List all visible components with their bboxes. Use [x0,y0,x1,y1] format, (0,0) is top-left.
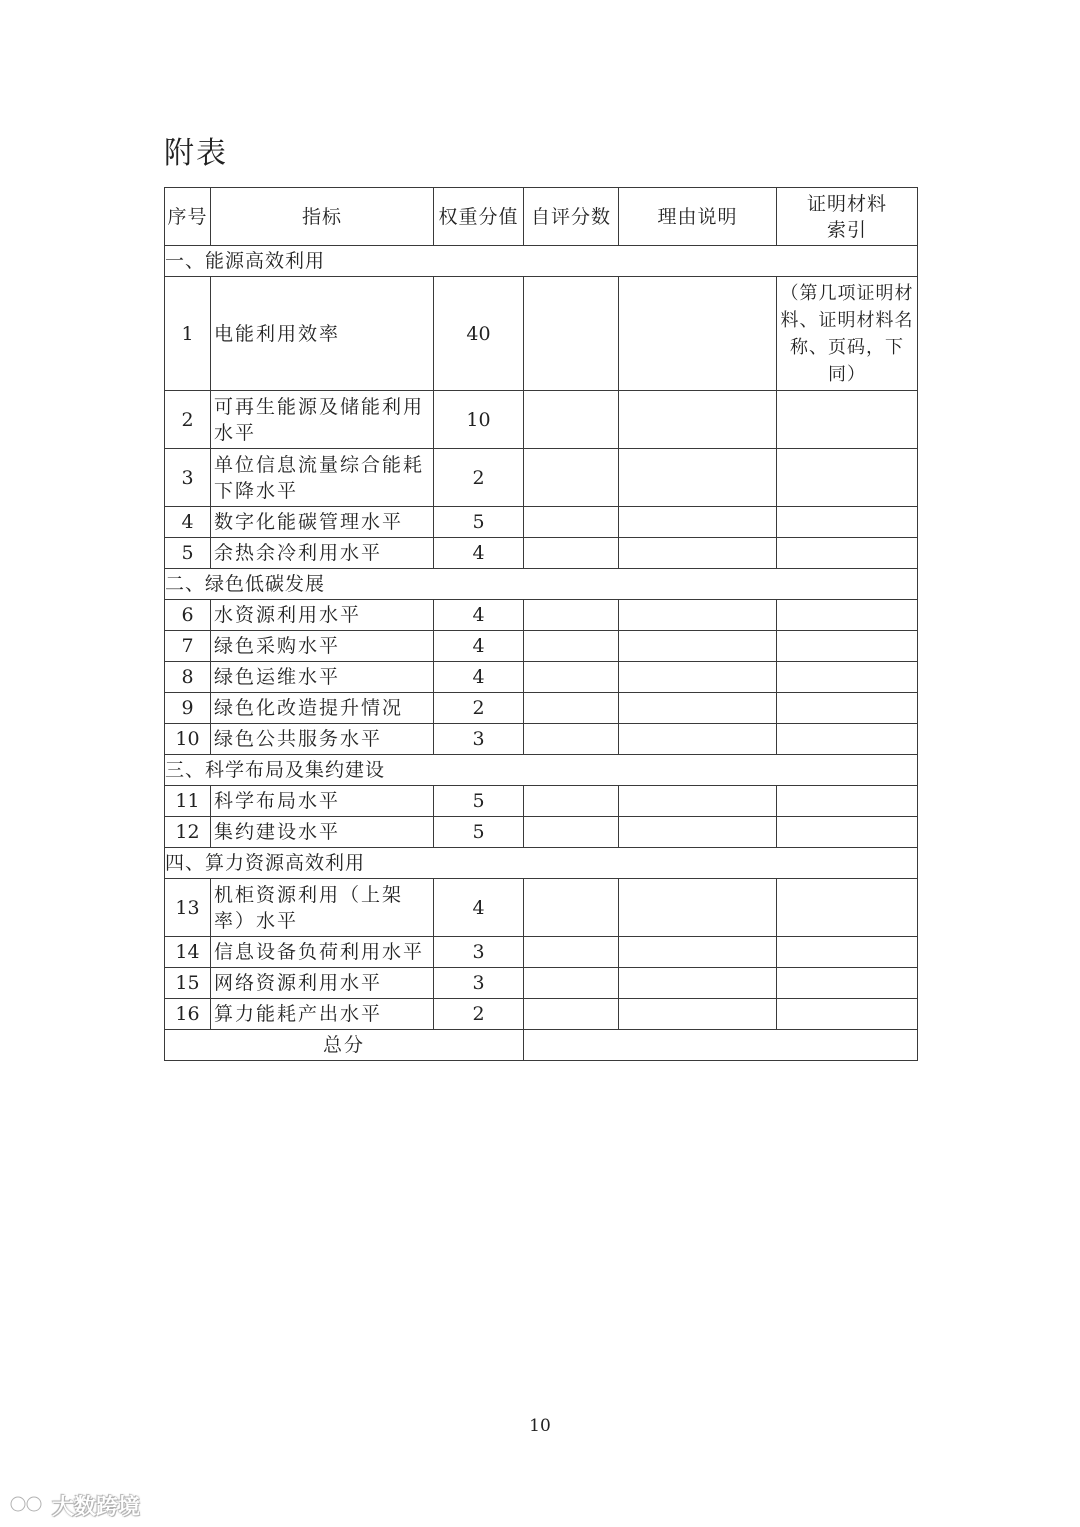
row-indicator: 水资源利用水平 [211,600,434,631]
row-weight: 4 [434,662,524,693]
evidence-cell[interactable] [777,631,918,662]
row-number: 5 [165,538,211,569]
table-row [165,449,918,507]
self-score-cell[interactable] [524,538,619,569]
header-self-score: 自评分数 [524,188,619,246]
table-row [165,538,918,569]
header-reason: 理由说明 [619,188,777,246]
row-weight: 10 [434,391,524,449]
row-indicator: 绿色运维水平 [211,662,434,693]
row-weight: 40 [434,277,524,391]
evidence-cell[interactable] [777,449,918,507]
evidence-cell[interactable] [777,693,918,724]
table-row [165,968,918,999]
total-score-cell[interactable] [524,1030,918,1061]
reason-cell[interactable] [619,600,777,631]
row-number: 4 [165,507,211,538]
table-row [165,817,918,848]
self-score-cell[interactable] [524,507,619,538]
row-number: 3 [165,449,211,507]
evidence-cell[interactable] [777,817,918,848]
row-indicator: 电能利用效率 [211,277,434,391]
self-score-cell[interactable] [524,600,619,631]
row-number: 13 [165,879,211,937]
row-number: 16 [165,999,211,1030]
row-weight: 4 [434,631,524,662]
reason-cell[interactable] [619,277,777,391]
row-weight: 2 [434,449,524,507]
row-indicator: 绿色采购水平 [211,631,434,662]
evidence-note[interactable]: （第几项证明材料、证明材料名称、页码，下同） [777,277,918,391]
evidence-cell[interactable] [777,391,918,449]
self-score-cell[interactable] [524,879,619,937]
self-score-cell[interactable] [524,662,619,693]
header-weight: 权重分值 [434,188,524,246]
header-evidence-line-1: 证明材料 [806,192,887,215]
evidence-cell[interactable] [777,879,918,937]
evidence-cell[interactable] [777,937,918,968]
self-score-cell[interactable] [524,937,619,968]
row-weight: 3 [434,968,524,999]
row-weight: 3 [434,724,524,755]
reason-cell[interactable] [619,507,777,538]
self-score-cell[interactable] [524,817,619,848]
self-score-cell[interactable] [524,631,619,662]
row-number: 10 [165,724,211,755]
reason-cell[interactable] [619,631,777,662]
header-evidence-line-2: 索引 [826,218,867,241]
row-number: 9 [165,693,211,724]
section-label: 一、能源高效利用 [165,246,918,277]
row-number: 14 [165,937,211,968]
evidence-cell[interactable] [777,724,918,755]
table-row [165,693,918,724]
row-weight: 5 [434,507,524,538]
row-number: 11 [165,786,211,817]
reason-cell[interactable] [619,817,777,848]
row-indicator: 单位信息流量综合能耗下降水平 [211,449,434,507]
watermark-logo-icon [8,1492,48,1520]
evidence-cell[interactable] [777,600,918,631]
table-row [165,662,918,693]
table-row [165,507,918,538]
section-row [165,848,918,879]
evidence-cell[interactable] [777,507,918,538]
self-score-cell[interactable] [524,277,619,391]
table-row [165,999,918,1030]
row-weight: 5 [434,817,524,848]
row-weight: 2 [434,693,524,724]
evidence-cell[interactable] [777,999,918,1030]
row-indicator: 数字化能碳管理水平 [211,507,434,538]
watermark [8,1490,140,1521]
row-indicator: 机柜资源利用（上架率）水平 [211,879,434,937]
self-score-cell[interactable] [524,449,619,507]
table-row [165,391,918,449]
reason-cell[interactable] [619,786,777,817]
evidence-cell[interactable] [777,662,918,693]
header-no: 序号 [165,188,211,246]
row-indicator: 科学布局水平 [211,786,434,817]
reason-cell[interactable] [619,662,777,693]
row-number: 12 [165,817,211,848]
total-row [165,1030,918,1061]
table-row [165,879,918,937]
row-number: 1 [165,277,211,391]
self-score-cell[interactable] [524,724,619,755]
header-evidence [777,188,918,246]
row-number: 8 [165,662,211,693]
total-label: 总分 [165,1030,524,1061]
row-indicator: 集约建设水平 [211,817,434,848]
row-indicator: 网络资源利用水平 [211,968,434,999]
self-score-cell[interactable] [524,391,619,449]
table-row [165,937,918,968]
section-row [165,569,918,600]
self-score-cell[interactable] [524,968,619,999]
header-indicator: 指标 [211,188,434,246]
evidence-cell[interactable] [777,538,918,569]
reason-cell[interactable] [619,391,777,449]
evidence-cell[interactable] [777,786,918,817]
section-row [165,755,918,786]
evidence-cell[interactable] [777,968,918,999]
self-score-cell[interactable] [524,999,619,1030]
row-indicator: 算力能耗产出水平 [211,999,434,1030]
reason-cell[interactable] [619,449,777,507]
row-indicator: 可再生能源及储能利用水平 [211,391,434,449]
table-row [165,277,918,391]
reason-cell[interactable] [619,968,777,999]
row-weight: 4 [434,538,524,569]
watermark-text: 大数跨境 [52,1495,141,1520]
section-label: 四、算力资源高效利用 [165,848,918,879]
table-row [165,786,918,817]
row-number: 15 [165,968,211,999]
row-number: 7 [165,631,211,662]
section-row [165,246,918,277]
row-indicator: 绿色公共服务水平 [211,724,434,755]
self-score-cell[interactable] [524,786,619,817]
row-indicator: 余热余冷利用水平 [211,538,434,569]
row-weight: 4 [434,879,524,937]
table-row [165,600,918,631]
row-weight: 2 [434,999,524,1030]
table-row [165,724,918,755]
reason-cell[interactable] [619,538,777,569]
reason-cell[interactable] [619,693,777,724]
row-weight: 5 [434,786,524,817]
table-header-row [165,188,918,246]
reason-cell[interactable] [619,937,777,968]
row-weight: 4 [434,600,524,631]
section-label: 三、科学布局及集约建设 [165,755,918,786]
row-weight: 3 [434,937,524,968]
self-score-cell[interactable] [524,693,619,724]
reason-cell[interactable] [619,724,777,755]
page-number: 10 [529,1416,551,1436]
reason-cell[interactable] [619,879,777,937]
row-indicator: 信息设备负荷利用水平 [211,937,434,968]
row-indicator: 绿色化改造提升情况 [211,693,434,724]
row-number: 6 [165,600,211,631]
reason-cell[interactable] [619,999,777,1030]
evaluation-table [164,187,918,1061]
table-row [165,631,918,662]
row-number: 2 [165,391,211,449]
section-label: 二、绿色低碳发展 [165,569,918,600]
page-title: 附表 [164,136,228,171]
